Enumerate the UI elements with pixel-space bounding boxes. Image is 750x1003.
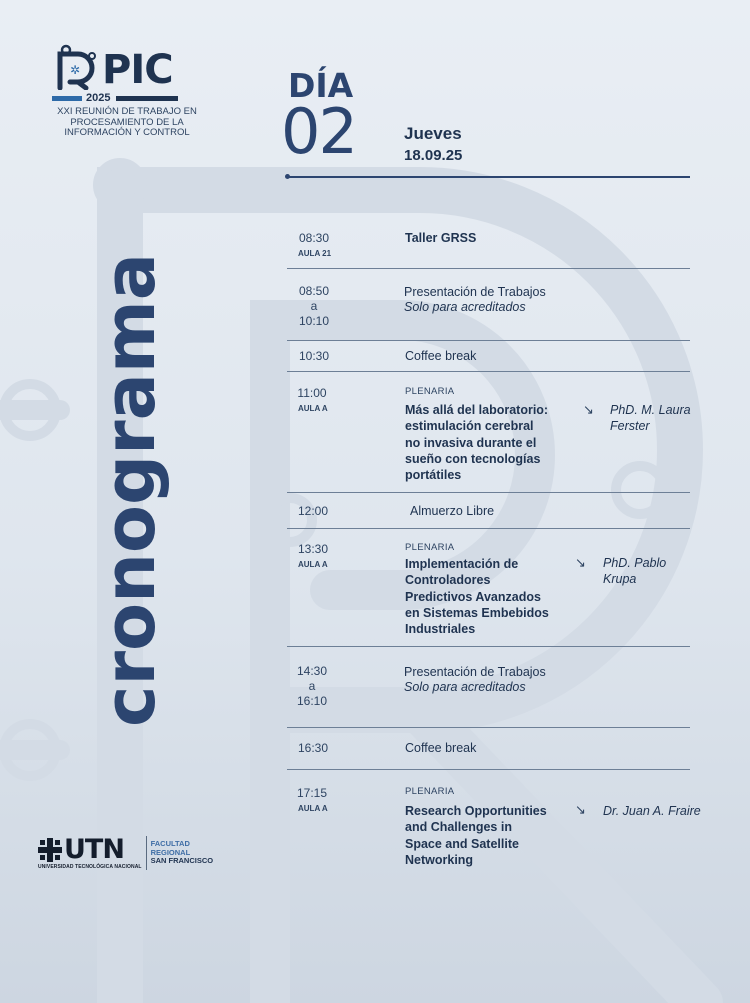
item-title: Almuerzo Libre bbox=[410, 504, 495, 518]
item-tag: PLENARIA bbox=[405, 786, 455, 797]
utn-wordmark: UTN bbox=[64, 833, 124, 865]
rpic-r-emblem-icon bbox=[52, 44, 104, 90]
schedule-divider bbox=[287, 268, 690, 269]
weekday: Jueves bbox=[404, 124, 462, 143]
faculty-name: FACULTAD REGIONAL SAN FRANCISCO bbox=[150, 839, 214, 866]
item-subtitle: Solo para acreditados bbox=[404, 300, 526, 314]
item-room: AULA A bbox=[298, 560, 328, 569]
item-time: 08:30 bbox=[298, 231, 330, 245]
svg-text:✲: ✲ bbox=[70, 63, 81, 77]
item-title: Taller GRSS bbox=[405, 231, 477, 245]
event-date: 18.09.25 bbox=[404, 147, 463, 164]
plenary-title: Más allá del laboratorio: estimulación cerebral no invasiva durante el sueño con tecnologías portátiles bbox=[405, 403, 549, 483]
schedule-divider bbox=[287, 340, 690, 341]
item-time-range: 08:50 a 10:10 bbox=[298, 284, 330, 328]
schedule-divider bbox=[287, 492, 690, 493]
rpic-logo bbox=[52, 44, 222, 139]
item-title: Presentación de Trabajos bbox=[404, 285, 546, 299]
logo-accent-bar bbox=[52, 96, 82, 101]
arrow-icon: ↘ bbox=[575, 555, 586, 570]
speaker-name: PhD. M. Laura Ferster bbox=[610, 403, 691, 433]
day-label: DÍA bbox=[288, 66, 354, 105]
item-room: AULA 21 bbox=[298, 249, 332, 258]
schedule-divider bbox=[287, 727, 690, 728]
plenary-title: Research Opportunities and Challenges in Space and Satellite Networking bbox=[405, 804, 547, 867]
schedule-divider bbox=[287, 528, 690, 529]
logo-year: 2025 bbox=[86, 92, 111, 104]
item-title: Coffee break bbox=[405, 349, 477, 363]
item-time: 13:30 bbox=[297, 542, 329, 556]
item-time: 11:00 bbox=[297, 386, 327, 400]
utn-emblem-icon bbox=[38, 838, 62, 862]
header-divider bbox=[287, 176, 690, 178]
vertical-title: cronograma bbox=[89, 252, 171, 728]
schedule-divider bbox=[287, 769, 690, 770]
logo-wordmark: PIC bbox=[102, 47, 173, 93]
arrow-icon: ↘ bbox=[583, 402, 594, 417]
plenary-title: Implementación de Controladores Predictivos Avanzados en Sistemas Embebidos Industriales bbox=[405, 557, 549, 637]
item-time: 10:30 bbox=[298, 349, 330, 363]
item-time: 17:15 bbox=[297, 786, 328, 800]
logo-subtitle: XXI REUNIÓN DE TRABAJO EN PROCESAMIENTO DE LA INFORMACIÓN Y CONTROL bbox=[57, 106, 197, 138]
day-number: 02 bbox=[281, 95, 356, 168]
item-time: 12:00 bbox=[297, 504, 329, 518]
utn-full-name: UNIVERSIDAD TECNOLÓGICA NACIONAL bbox=[38, 863, 142, 870]
arrow-icon: ↘ bbox=[575, 802, 586, 817]
logo-dark-bar bbox=[116, 96, 178, 101]
item-title: Coffee break bbox=[405, 741, 477, 755]
item-room: AULA A bbox=[298, 404, 328, 413]
item-time: 16:30 bbox=[297, 741, 329, 755]
utn-separator bbox=[146, 836, 147, 870]
speaker-name: PhD. Pablo Krupa bbox=[603, 556, 667, 586]
schedule-divider bbox=[287, 646, 690, 647]
item-subtitle: Solo para acreditados bbox=[404, 680, 526, 694]
item-room: AULA A bbox=[298, 804, 328, 813]
utn-logo bbox=[38, 833, 214, 870]
item-tag: PLENARIA bbox=[405, 542, 455, 553]
speaker-name: Dr. Juan A. Fraire bbox=[603, 804, 701, 818]
item-tag: PLENARIA bbox=[405, 386, 455, 397]
item-title: Presentación de Trabajos bbox=[404, 665, 546, 679]
item-time-range: 14:30 a 16:10 bbox=[296, 664, 328, 708]
schedule-divider bbox=[287, 371, 690, 372]
